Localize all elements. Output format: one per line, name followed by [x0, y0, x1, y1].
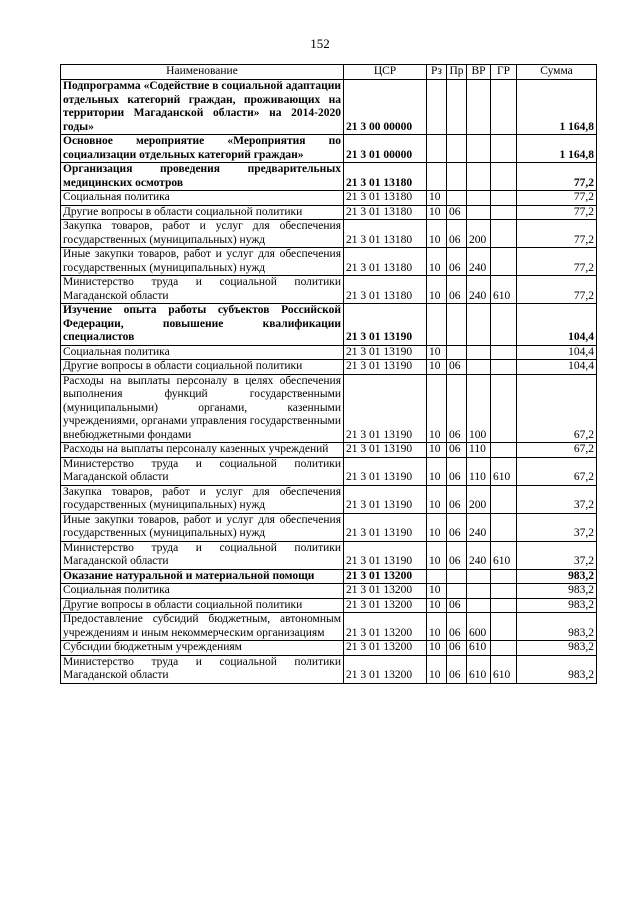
row-pr	[447, 304, 467, 346]
row-sum: 1 164,8	[517, 135, 597, 163]
row-pr	[447, 80, 467, 135]
row-pr: 06	[447, 220, 467, 248]
row-rz: 10	[427, 598, 447, 613]
row-sum: 104,4	[517, 304, 597, 346]
row-csr: 21 3 01 13190	[344, 457, 427, 485]
row-name: Министерство труда и социальной политики Магаданской области	[61, 276, 344, 304]
row-pr: 06	[447, 655, 467, 683]
row-name: Подпрограмма «Содействие в социальной адаптации отдельных категорий граждан, проживающих на территории Магаданской области» на 2014-2020 годы»	[61, 80, 344, 135]
row-csr: 21 3 01 13200	[344, 641, 427, 656]
row-rz: 10	[427, 345, 447, 360]
table-row	[61, 374, 597, 443]
table-row	[61, 641, 597, 656]
row-gr	[491, 569, 517, 584]
row-rz: 10	[427, 485, 447, 513]
row-rz: 10	[427, 513, 447, 541]
row-gr: 610	[491, 655, 517, 683]
row-vr: 240	[467, 276, 491, 304]
table-row	[61, 655, 597, 683]
row-sum: 983,2	[517, 641, 597, 656]
table-row	[61, 584, 597, 599]
row-name: Иные закупки товаров, работ и услуг для обеспечения государственных (муниципальных) нужд	[61, 513, 344, 541]
table-row	[61, 191, 597, 206]
row-pr: 06	[447, 598, 467, 613]
row-pr: 06	[447, 205, 467, 220]
table-row	[61, 345, 597, 360]
table-row	[61, 163, 597, 191]
row-sum: 67,2	[517, 457, 597, 485]
header-sum: Сумма	[517, 65, 597, 80]
row-csr: 21 3 01 13190	[344, 513, 427, 541]
row-gr	[491, 485, 517, 513]
row-rz: 10	[427, 220, 447, 248]
row-vr	[467, 163, 491, 191]
table-row	[61, 485, 597, 513]
row-gr	[491, 80, 517, 135]
row-csr: 21 3 01 13200	[344, 598, 427, 613]
row-vr	[467, 191, 491, 206]
row-vr: 610	[467, 655, 491, 683]
header-rz: Рз	[427, 65, 447, 80]
row-rz: 10	[427, 443, 447, 458]
row-csr: 21 3 01 13180	[344, 248, 427, 276]
row-rz: 10	[427, 641, 447, 656]
row-name: Другие вопросы в области социальной политики	[61, 360, 344, 375]
row-name: Закупка товаров, работ и услуг для обеспечения государственных (муниципальных) нужд	[61, 485, 344, 513]
table-row	[61, 135, 597, 163]
header-gr: ГР	[491, 65, 517, 80]
row-rz: 10	[427, 541, 447, 569]
row-vr	[467, 360, 491, 375]
row-rz: 10	[427, 655, 447, 683]
table-row	[61, 443, 597, 458]
row-vr	[467, 135, 491, 163]
row-name: Оказание натуральной и материальной помощи	[61, 569, 344, 584]
row-vr	[467, 80, 491, 135]
table-row	[61, 598, 597, 613]
row-name: Основное мероприятие «Мероприятия по социализации отдельных категорий граждан»	[61, 135, 344, 163]
row-sum: 37,2	[517, 513, 597, 541]
row-pr	[447, 163, 467, 191]
row-csr: 21 3 01 13180	[344, 276, 427, 304]
header-pr: Пр	[447, 65, 467, 80]
row-csr: 21 3 01 13190	[344, 360, 427, 375]
table-row	[61, 513, 597, 541]
row-gr	[491, 248, 517, 276]
row-sum: 77,2	[517, 248, 597, 276]
row-pr: 06	[447, 443, 467, 458]
row-gr	[491, 584, 517, 599]
row-gr	[491, 613, 517, 641]
table-row	[61, 541, 597, 569]
row-gr	[491, 374, 517, 443]
row-vr	[467, 205, 491, 220]
row-vr	[467, 584, 491, 599]
row-gr	[491, 220, 517, 248]
row-rz: 10	[427, 613, 447, 641]
row-gr: 610	[491, 457, 517, 485]
row-vr: 600	[467, 613, 491, 641]
row-sum: 77,2	[517, 191, 597, 206]
row-vr	[467, 598, 491, 613]
row-rz: 10	[427, 374, 447, 443]
row-csr: 21 3 01 13190	[344, 485, 427, 513]
row-vr: 110	[467, 457, 491, 485]
row-sum: 1 164,8	[517, 80, 597, 135]
row-vr	[467, 304, 491, 346]
row-pr	[447, 191, 467, 206]
row-csr: 21 3 01 13190	[344, 541, 427, 569]
row-csr: 21 3 01 13180	[344, 205, 427, 220]
row-name: Расходы на выплаты персоналу в целях обеспечения выполнения функций государственными (муниципальными) органами, казенными учреждениями, органами управления государственными внебюджетными фондами	[61, 374, 344, 443]
row-name: Организация проведения предварительных медицинских осмотров	[61, 163, 344, 191]
row-pr	[447, 135, 467, 163]
page-number: 152	[310, 36, 330, 51]
row-gr	[491, 304, 517, 346]
row-pr: 06	[447, 541, 467, 569]
row-vr: 610	[467, 641, 491, 656]
row-vr	[467, 569, 491, 584]
row-pr: 06	[447, 641, 467, 656]
row-gr: 610	[491, 276, 517, 304]
header-vr: ВР	[467, 65, 491, 80]
row-rz: 10	[427, 248, 447, 276]
row-sum: 67,2	[517, 443, 597, 458]
row-sum: 983,2	[517, 584, 597, 599]
row-pr: 06	[447, 513, 467, 541]
row-gr	[491, 135, 517, 163]
table-row	[61, 205, 597, 220]
table-body	[61, 80, 597, 684]
row-rz	[427, 569, 447, 584]
row-name: Социальная политика	[61, 191, 344, 206]
row-sum: 37,2	[517, 485, 597, 513]
row-name: Министерство труда и социальной политики Магаданской области	[61, 655, 344, 683]
row-rz: 10	[427, 584, 447, 599]
row-rz	[427, 304, 447, 346]
row-name: Изучение опыта работы субъектов Российской Федерации, повышение квалификации специалистов	[61, 304, 344, 346]
row-csr: 21 3 01 13180	[344, 191, 427, 206]
row-sum: 983,2	[517, 569, 597, 584]
row-name: Другие вопросы в области социальной политики	[61, 598, 344, 613]
row-pr	[447, 569, 467, 584]
row-pr: 06	[447, 276, 467, 304]
row-gr	[491, 598, 517, 613]
row-name: Министерство труда и социальной политики Магаданской области	[61, 457, 344, 485]
row-pr: 06	[447, 248, 467, 276]
row-sum: 77,2	[517, 205, 597, 220]
row-csr: 21 3 01 00000	[344, 135, 427, 163]
table-row	[61, 360, 597, 375]
header-csr: ЦСР	[344, 65, 427, 80]
row-sum: 67,2	[517, 374, 597, 443]
row-sum: 77,2	[517, 276, 597, 304]
row-csr: 21 3 01 13200	[344, 613, 427, 641]
row-vr: 240	[467, 513, 491, 541]
row-rz: 10	[427, 276, 447, 304]
row-gr	[491, 191, 517, 206]
row-gr	[491, 513, 517, 541]
table-row	[61, 457, 597, 485]
row-gr	[491, 443, 517, 458]
row-pr	[447, 584, 467, 599]
header-name: Наименование	[61, 65, 344, 80]
row-gr	[491, 205, 517, 220]
row-name: Расходы на выплаты персоналу казенных учреждений	[61, 443, 344, 458]
row-sum: 983,2	[517, 598, 597, 613]
budget-table	[60, 64, 597, 684]
row-sum: 77,2	[517, 163, 597, 191]
row-name: Предоставление субсидий бюджетным, автономным учреждениям и иным некоммерческим организациям	[61, 613, 344, 641]
row-vr: 240	[467, 248, 491, 276]
row-pr: 06	[447, 457, 467, 485]
row-name: Закупка товаров, работ и услуг для обеспечения государственных (муниципальных) нужд	[61, 220, 344, 248]
row-rz	[427, 80, 447, 135]
table-row	[61, 80, 597, 135]
row-name: Социальная политика	[61, 345, 344, 360]
row-pr	[447, 345, 467, 360]
table-row	[61, 569, 597, 584]
row-pr: 06	[447, 485, 467, 513]
table-header-row	[61, 65, 597, 80]
table-row	[61, 276, 597, 304]
row-gr	[491, 163, 517, 191]
row-gr	[491, 360, 517, 375]
row-csr: 21 3 01 13190	[344, 374, 427, 443]
row-csr: 21 3 01 13180	[344, 220, 427, 248]
row-gr: 610	[491, 541, 517, 569]
row-rz: 10	[427, 360, 447, 375]
row-csr: 21 3 01 13200	[344, 655, 427, 683]
row-sum: 983,2	[517, 613, 597, 641]
row-pr: 06	[447, 374, 467, 443]
table-row	[61, 304, 597, 346]
row-vr: 200	[467, 220, 491, 248]
row-sum: 37,2	[517, 541, 597, 569]
row-sum: 104,4	[517, 345, 597, 360]
table-row	[61, 248, 597, 276]
row-csr: 21 3 01 13190	[344, 345, 427, 360]
row-sum: 104,4	[517, 360, 597, 375]
row-vr: 110	[467, 443, 491, 458]
row-rz	[427, 135, 447, 163]
row-csr: 21 3 00 00000	[344, 80, 427, 135]
row-name: Иные закупки товаров, работ и услуг для обеспечения государственных (муниципальных) нужд	[61, 248, 344, 276]
row-csr: 21 3 01 13200	[344, 584, 427, 599]
row-csr: 21 3 01 13200	[344, 569, 427, 584]
row-vr: 240	[467, 541, 491, 569]
row-csr: 21 3 01 13180	[344, 163, 427, 191]
row-name: Субсидии бюджетным учреждениям	[61, 641, 344, 656]
table-row	[61, 613, 597, 641]
row-vr	[467, 345, 491, 360]
row-csr: 21 3 01 13190	[344, 443, 427, 458]
row-gr	[491, 641, 517, 656]
row-pr: 06	[447, 360, 467, 375]
row-gr	[491, 345, 517, 360]
row-name: Социальная политика	[61, 584, 344, 599]
row-vr: 200	[467, 485, 491, 513]
row-rz: 10	[427, 457, 447, 485]
table-row	[61, 220, 597, 248]
row-sum: 983,2	[517, 655, 597, 683]
row-pr: 06	[447, 613, 467, 641]
row-sum: 77,2	[517, 220, 597, 248]
row-rz: 10	[427, 205, 447, 220]
row-rz: 10	[427, 191, 447, 206]
row-vr: 100	[467, 374, 491, 443]
row-name: Министерство труда и социальной политики Магаданской области	[61, 541, 344, 569]
row-rz	[427, 163, 447, 191]
row-name: Другие вопросы в области социальной политики	[61, 205, 344, 220]
row-csr: 21 3 01 13190	[344, 304, 427, 346]
